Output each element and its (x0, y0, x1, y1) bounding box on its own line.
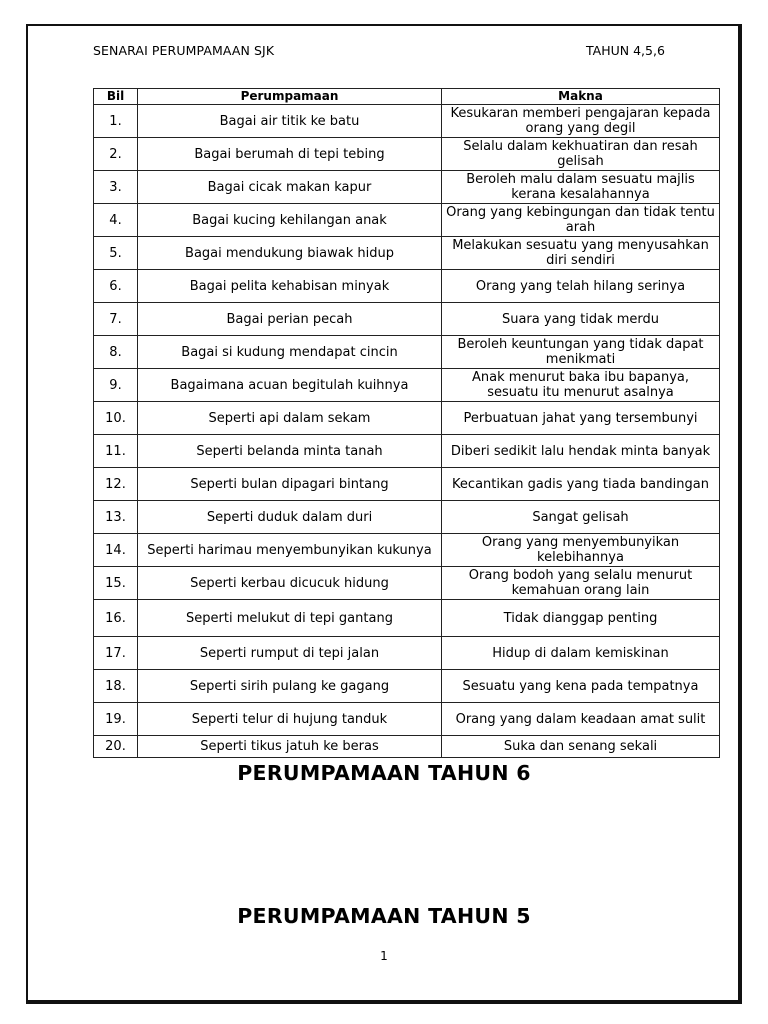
proverb-text: Seperti api dalam sekam (138, 402, 442, 435)
meaning-text: Perbuatuan jahat yang tersembunyi (442, 402, 720, 435)
meaning-text: Orang yang dalam keadaan amat sulit (442, 703, 720, 736)
table-row (94, 600, 720, 637)
proverb-text: Seperti melukut di tepi gantang (138, 600, 442, 637)
table-row (94, 567, 720, 600)
meaning-text: Sangat gelisah (442, 501, 720, 534)
meaning-text: Beroleh malu dalam sesuatu majlis kerana kesalahannya (442, 171, 720, 204)
table-row (94, 171, 720, 204)
table-row (94, 435, 720, 468)
meaning-text: Kesukaran memberi pengajaran kepada orang yang degil (442, 105, 720, 138)
row-number: 12. (94, 468, 138, 501)
table-row (94, 637, 720, 670)
meaning-text: Orang yang menyembunyikan kelebihannya (442, 534, 720, 567)
table-row (94, 270, 720, 303)
row-number: 7. (94, 303, 138, 336)
proverb-text: Bagai air titik ke batu (138, 105, 442, 138)
column-header-bil: Bil (94, 89, 138, 105)
proverb-text: Seperti duduk dalam duri (138, 501, 442, 534)
proverb-text: Bagaimana acuan begitulah kuihnya (138, 369, 442, 402)
row-number: 8. (94, 336, 138, 369)
row-number: 20. (94, 736, 138, 758)
meaning-text: Diberi sedikit lalu hendak minta banyak (442, 435, 720, 468)
row-number: 19. (94, 703, 138, 736)
row-number: 15. (94, 567, 138, 600)
section-title-tahun-6: PERUMPAMAAN TAHUN 6 (237, 761, 531, 785)
table-row (94, 204, 720, 237)
meaning-text: Suka dan senang sekali (442, 736, 720, 758)
proverb-text: Bagai pelita kehabisan minyak (138, 270, 442, 303)
meaning-text: Kecantikan gadis yang tiada bandingan (442, 468, 720, 501)
proverb-text: Bagai kucing kehilangan anak (138, 204, 442, 237)
column-header-perumpamaan: Perumpamaan (138, 89, 442, 105)
meaning-text: Anak menurut baka ibu bapanya, sesuatu itu menurut asalnya (442, 369, 720, 402)
row-number: 1. (94, 105, 138, 138)
row-number: 2. (94, 138, 138, 171)
proverb-text: Seperti tikus jatuh ke beras (138, 736, 442, 758)
proverb-text: Seperti belanda minta tanah (138, 435, 442, 468)
table-row (94, 336, 720, 369)
table-row (94, 237, 720, 270)
proverb-text: Bagai berumah di tepi tebing (138, 138, 442, 171)
row-number: 5. (94, 237, 138, 270)
proverb-table (93, 88, 720, 758)
row-number: 6. (94, 270, 138, 303)
proverb-text: Seperti kerbau dicucuk hidung (138, 567, 442, 600)
year-label: TAHUN 4,5,6 (586, 43, 665, 58)
page-number: 1 (380, 949, 388, 963)
table-row (94, 468, 720, 501)
table-row (94, 138, 720, 171)
meaning-text: Selalu dalam kekhuatiran dan resah gelisah (442, 138, 720, 171)
meaning-text: Beroleh keuntungan yang tidak dapat menikmati (442, 336, 720, 369)
row-number: 18. (94, 670, 138, 703)
meaning-text: Tidak dianggap penting (442, 600, 720, 637)
meaning-text: Orang bodoh yang selalu menurut kemahuan orang lain (442, 567, 720, 600)
section-title-tahun-5: PERUMPAMAAN TAHUN 5 (237, 904, 531, 928)
proverb-text: Seperti harimau menyembunyikan kukunya (138, 534, 442, 567)
proverb-text: Bagai mendukung biawak hidup (138, 237, 442, 270)
table-row (94, 303, 720, 336)
row-number: 4. (94, 204, 138, 237)
table-row (94, 501, 720, 534)
row-number: 17. (94, 637, 138, 670)
proverb-text: Bagai si kudung mendapat cincin (138, 336, 442, 369)
meaning-text: Orang yang telah hilang serinya (442, 270, 720, 303)
table-row (94, 670, 720, 703)
table-row (94, 703, 720, 736)
table-row (94, 369, 720, 402)
meaning-text: Melakukan sesuatu yang menyusahkan diri sendiri (442, 237, 720, 270)
row-number: 14. (94, 534, 138, 567)
row-number: 3. (94, 171, 138, 204)
proverb-text: Seperti bulan dipagari bintang (138, 468, 442, 501)
document-title: SENARAI PERUMPAMAAN SJK (93, 43, 275, 58)
column-header-makna: Makna (442, 89, 720, 105)
row-number: 11. (94, 435, 138, 468)
table-row (94, 534, 720, 567)
table-row (94, 736, 720, 758)
meaning-text: Hidup di dalam kemiskinan (442, 637, 720, 670)
row-number: 10. (94, 402, 138, 435)
meaning-text: Suara yang tidak merdu (442, 303, 720, 336)
meaning-text: Sesuatu yang kena pada tempatnya (442, 670, 720, 703)
row-number: 16. (94, 600, 138, 637)
proverb-text: Bagai cicak makan kapur (138, 171, 442, 204)
row-number: 9. (94, 369, 138, 402)
row-number: 13. (94, 501, 138, 534)
proverb-text: Seperti sirih pulang ke gagang (138, 670, 442, 703)
proverb-text: Seperti telur di hujung tanduk (138, 703, 442, 736)
table-row (94, 105, 720, 138)
proverb-text: Seperti rumput di tepi jalan (138, 637, 442, 670)
table-header-row (94, 89, 720, 105)
meaning-text: Orang yang kebingungan dan tidak tentu arah (442, 204, 720, 237)
proverb-text: Bagai perian pecah (138, 303, 442, 336)
table-row (94, 402, 720, 435)
